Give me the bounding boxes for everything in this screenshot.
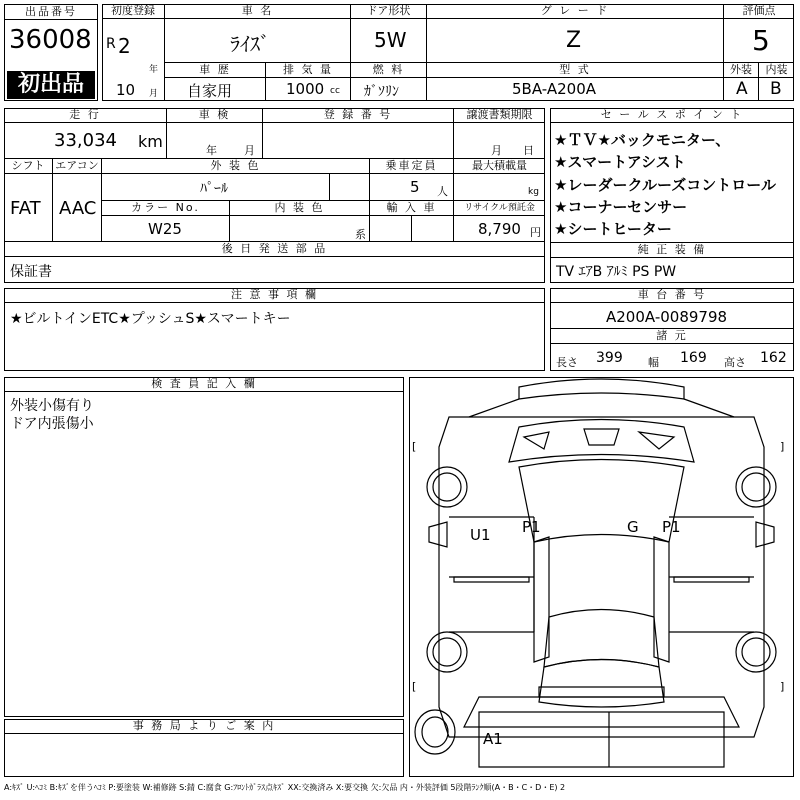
mileage-value: 33,034 (54, 130, 117, 151)
ext-color-label: 外 装 色 (102, 159, 370, 174)
lot-number: 36008 (9, 25, 92, 55)
first-reg-label: 初度登録 (102, 4, 165, 19)
int-color-unit: 系 (355, 228, 366, 241)
capacity-unit: 人 (437, 185, 448, 198)
import-cell-b (412, 215, 454, 242)
sales-label: セ ー ル ス ポ イ ン ト (550, 108, 794, 123)
interior-grade: B (770, 79, 782, 99)
exterior-grade: A (736, 79, 748, 99)
max-load-label: 最大積載量 (454, 159, 545, 174)
shift-label: シフト (4, 159, 53, 174)
office-label: 事 務 局 よ り ご 案 内 (4, 719, 404, 734)
transfer-label: 譲渡書類期限 (454, 108, 545, 123)
interior-label: 内装 (759, 63, 794, 78)
fuel-label: 燃 料 (351, 63, 427, 78)
later-label: 後 日 発 送 部 品 (4, 242, 545, 257)
height-value: 162 (760, 350, 787, 366)
month-unit: 月 (149, 89, 159, 99)
inspector-line-2: ドア内張傷小 (10, 416, 94, 432)
car-diagram (409, 377, 794, 777)
bracket-left-1: [ (412, 440, 417, 453)
capacity-label: 乗車定員 (370, 159, 454, 174)
chassis-label: 車 台 番 号 (550, 288, 794, 303)
height-label: 高さ (724, 356, 746, 369)
ext-color-value: ﾊﾟｰﾙ (200, 181, 228, 197)
recycle-unit: 円 (530, 226, 541, 239)
car-name-label: 車 名 (165, 4, 351, 19)
inspection-month: 月 (244, 144, 255, 157)
ext-color-extra-cell (330, 173, 370, 201)
score-label: 評価点 (724, 4, 794, 19)
inspector-label: 検 査 員 記 入 欄 (4, 377, 404, 392)
color-no-value: W25 (148, 220, 182, 238)
sales-point-1: ★ＴＶ★バックモニター、 (554, 131, 731, 149)
length-label: 長さ (556, 356, 578, 369)
width-label: 幅 (648, 356, 659, 369)
color-no-label: カラー No. (102, 201, 230, 216)
fuel-value: ｶﾞｿﾘﾝ (364, 84, 399, 100)
displacement-unit: cc (330, 86, 340, 96)
damage-mark-p1-left: P1 (522, 518, 541, 536)
model-value: 5BA-A200A (512, 80, 597, 98)
capacity-value: 5 (410, 178, 420, 196)
model-label: 型 式 (427, 63, 724, 78)
equip-label: 純 正 装 備 (550, 242, 794, 258)
bracket-right-2: ] (780, 680, 785, 693)
mileage-label: 走 行 (4, 108, 167, 123)
sales-point-5: ★シートヒーター (554, 220, 672, 238)
reg-no-label: 登 録 番 号 (263, 108, 454, 123)
lot-box (4, 4, 98, 101)
ac-label: エアコン (53, 159, 102, 174)
lot-label: 出品番号 (5, 5, 97, 20)
history-value: 自家用 (187, 82, 233, 100)
width-value: 169 (680, 350, 707, 366)
exterior-label: 外装 (724, 63, 759, 78)
score-divider (724, 19, 794, 63)
bracket-left-2: [ (412, 680, 417, 693)
int-color-cell (230, 215, 370, 242)
month-num: 10 (116, 81, 136, 99)
door-value: 5W (374, 28, 407, 52)
length-value: 399 (596, 350, 623, 366)
damage-mark-g: G (627, 518, 639, 536)
grade-label: グ レ ー ド (427, 4, 724, 19)
later-items: 保証書 (10, 264, 52, 280)
spec-label: 諸 元 (550, 328, 794, 344)
chassis-number: A200A-0089798 (606, 308, 728, 326)
recycle-label: リサイクル預託金 (454, 201, 545, 216)
damage-mark-p1-right: P1 (662, 518, 681, 536)
transfer-day: 日 (523, 144, 534, 157)
inspection-year: 年 (206, 144, 217, 157)
bracket-right-1: ] (780, 440, 785, 453)
notes-label: 注 意 事 項 欄 (4, 288, 545, 303)
notes-text: ★ビルトインETC★プッシュS★スマートキー (10, 311, 291, 327)
first-listing-badge: 初出品 (7, 71, 95, 99)
damage-mark-u1: U1 (470, 526, 491, 544)
grade-value: Z (566, 28, 582, 53)
max-load-unit: kg (528, 187, 539, 197)
legend: A:ｷｽﾞ U:ﾍｺﾐ B:ｷｽﾞを伴うﾍｺﾐ P:要塗装 W:補修跡 S:錆 C:腐食 G:ﾌﾛﾝﾄｶﾞﾗｽ点ｷｽﾞ XX:交換済み X:要交換 欠:欠品 内・外装評価 5段階ﾗﾝｸ順(A・B・C・D・E) 2 (4, 783, 566, 792)
car-name: ﾗｲｽﾞ (230, 32, 270, 56)
year-unit: 年 (149, 65, 159, 75)
score-value: 5 (752, 24, 770, 57)
year-num: 2 (118, 34, 131, 58)
history-label: 車 歴 (165, 63, 266, 78)
displacement-value: 1000 (286, 80, 325, 98)
import-cell-a (370, 215, 412, 242)
displacement-label: 排 気 量 (266, 63, 351, 78)
transfer-month: 月 (491, 144, 502, 157)
inspector-line-1: 外装小傷有り (10, 398, 94, 414)
inspection-label: 車 検 (167, 108, 263, 123)
ac-value: AAC (59, 198, 97, 219)
mileage-unit: km (138, 132, 163, 151)
import-label: 輸 入 車 (370, 201, 454, 216)
door-label: ドア形状 (351, 4, 427, 19)
recycle-value: 8,790 (478, 220, 521, 238)
sales-point-2: ★スマートアシスト (554, 153, 686, 171)
era: R (106, 36, 116, 52)
damage-mark-a1: A1 (483, 730, 503, 748)
int-color-label: 内 装 色 (230, 201, 370, 216)
sales-point-4: ★コーナーセンサー (554, 198, 688, 216)
reg-no-cell (263, 122, 454, 159)
shift-value: FAT (10, 198, 41, 219)
equipment-value: TV ｴｱB ｱﾙﾐ PS PW (556, 264, 677, 280)
sales-point-3: ★レーダークルーズコントロール (554, 176, 776, 194)
